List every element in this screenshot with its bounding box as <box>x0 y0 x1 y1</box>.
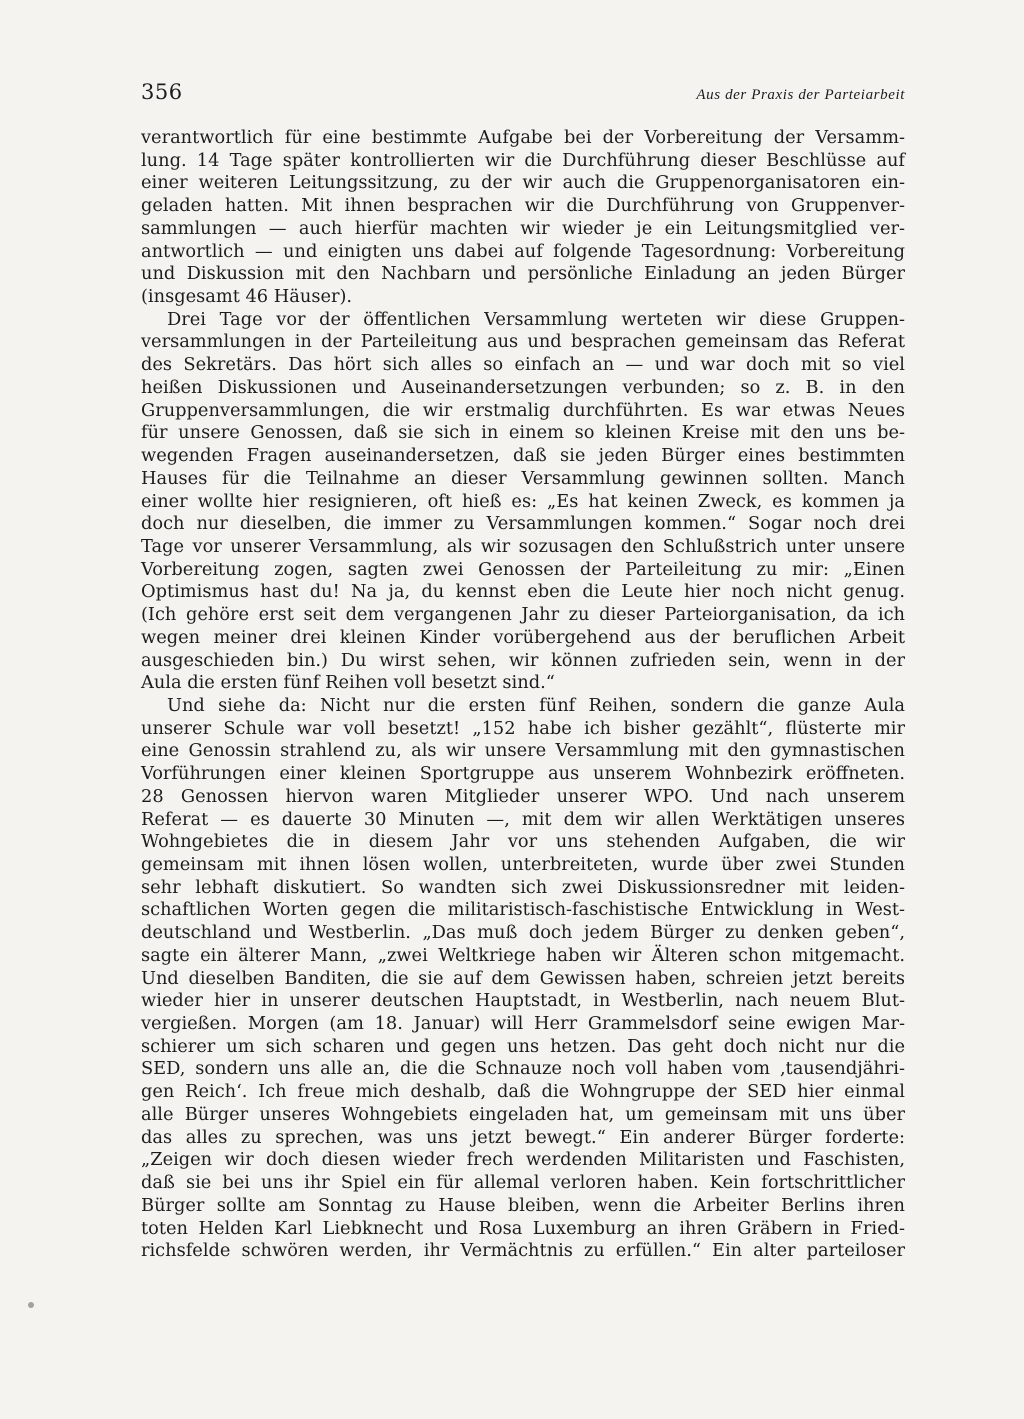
text-line: vergießen. Morgen (am 18. Januar) will Herr Grammelsdorf seine ewigen Mar- <box>141 1013 905 1035</box>
paragraph-start: Drei Tage vor der öffentlichen Versammlung werteten wir diese Gruppen- <box>167 308 905 330</box>
text-line: schaftlichen Worten gegen die militaristisch-faschistische Entwicklung in West- <box>141 899 905 921</box>
running-head: Aus der Praxis der Parteiarbeit <box>696 87 905 103</box>
text-line: Hauses für die Teilnahme an dieser Versammlung gewinnen sollten. Manch <box>141 467 905 489</box>
text-line: Tage vor unserer Versammlung, als wir sozusagen den Schlußstrich unter unsere <box>141 535 905 557</box>
text-line: daß sie bei uns ihr Spiel ein für allemal verloren haben. Kein fortschrittlicher <box>141 1172 905 1194</box>
text-line: lung. 14 Tage später kontrollierten wir die Durchführung dieser Beschlüsse auf <box>141 149 905 171</box>
text-line: das alles zu sprechen, was uns jetzt bewegt.“ Ein anderer Bürger forderte: <box>141 1126 905 1148</box>
text-line: deutschland und Westberlin. „Das muß doch jedem Bürger zu denken geben“, <box>141 922 905 944</box>
text-line: einer wollte hier resignieren, oft hieß es: „Es hat keinen Zweck, es kommen ja <box>141 490 905 512</box>
text-line: sammlungen — auch hierfür machten wir wieder je ein Leitungsmitglied ver- <box>141 217 905 239</box>
text-line: sehr lebhaft diskutiert. So wandten sich zwei Diskussionsredner mit leiden- <box>141 876 905 898</box>
text-line: unserer Schule war voll besetzt! „152 habe ich bisher gezählt“, flüsterte mir <box>141 717 905 739</box>
text-line: Referat — es dauerte 30 Minuten —, mit dem wir allen Werktätigen unseres <box>141 808 905 830</box>
body-text <box>141 127 905 1263</box>
text-line: einer weiteren Leitungssitzung, zu der wir auch die Gruppenorganisatoren ein- <box>141 172 905 194</box>
text-line: eine Genossin strahlend zu, als wir unsere Versammlung mit den gymnastischen <box>141 740 905 762</box>
text-line: Wohngebietes die in diesem Jahr vor uns stehenden Aufgaben, die wir <box>141 831 905 853</box>
text-line: doch nur dieselben, die immer zu Versammlungen kommen.“ Sogar noch drei <box>141 513 905 535</box>
text-line: sagte ein älterer Mann, „zwei Weltkriege haben wir Älteren schon mitgemacht. <box>141 944 905 966</box>
text-line: Vorführungen einer kleinen Sportgruppe aus unserem Wohnbezirk eröffneten. <box>141 763 905 785</box>
text-line: und Diskussion mit den Nachbarn und persönliche Einladung an jeden Bürger <box>141 263 905 285</box>
text-line: des Sekretärs. Das hört sich alles so einfach an — und war doch mit so viel <box>141 354 905 376</box>
text-line: ausgeschieden bin.) Du wirst sehen, wir können zufrieden sein, wenn in der <box>141 649 905 671</box>
text-line: wieder hier in unserer deutschen Hauptstadt, in Westberlin, nach neuem Blut- <box>141 990 905 1012</box>
text-line: (insgesamt 46 Häuser). <box>141 286 353 308</box>
text-line: gen Reich‘. Ich freue mich deshalb, daß die Wohngruppe der SED hier einmal <box>141 1081 905 1103</box>
text-line: Bürger sollte am Sonntag zu Hause bleiben, wenn die Arbeiter Berlins ihren <box>141 1194 905 1216</box>
text-line: wegenden Fragen auseinandersetzen, daß sie jeden Bürger eines bestimmten <box>141 445 905 467</box>
text-line: versammlungen in der Parteileitung aus und besprachen gemeinsam das Referat <box>141 331 905 353</box>
text-line: geladen hatten. Mit ihnen besprachen wir die Durchführung von Gruppenver- <box>141 195 905 217</box>
text-line: wegen meiner drei kleinen Kinder vorübergehend aus der beruflichen Arbeit <box>141 626 905 648</box>
text-line: Aula die ersten fünf Reihen voll besetzt sind.“ <box>141 672 555 694</box>
page-header <box>141 80 905 110</box>
text-line: „Zeigen wir doch diesen wieder frech werdenden Militaristen und Faschisten, <box>141 1149 905 1171</box>
text-line: Optimismus hast du! Na ja, du kennst eben die Leute hier noch nicht genug. <box>141 581 905 603</box>
text-line: alle Bürger unseres Wohngebiets eingeladen hat, um gemeinsam mit uns über <box>141 1103 905 1125</box>
margin-speck <box>28 1302 34 1308</box>
text-line: heißen Diskussionen und Auseinandersetzungen verbunden; so z. B. in den <box>141 376 905 398</box>
text-line: gemeinsam mit ihnen lösen wollen, unterbreiteten, wurde über zwei Stunden <box>141 854 905 875</box>
text-line: für unsere Genossen, daß sie sich in einem so kleinen Kreise mit den uns be- <box>141 422 905 444</box>
text-line: (Ich gehöre erst seit dem vergangenen Jahr zu dieser Parteiorganisation, da ich <box>141 604 905 626</box>
page-number: 356 <box>141 80 183 104</box>
text-line: Vorbereitung zogen, sagten zwei Genossen der Parteileitung zu mir: „Einen <box>141 558 905 580</box>
text-line: Gruppenversammlungen, die wir erstmalig durchführten. Es war etwas Neues <box>141 399 905 421</box>
text-line: toten Helden Karl Liebknecht und Rosa Luxemburg an ihren Gräbern in Fried- <box>141 1217 905 1239</box>
text-line: Und dieselben Banditen, die sie auf dem Gewissen haben, schreien jetzt bereits <box>141 967 905 989</box>
paragraph-start: Und siehe da: Nicht nur die ersten fünf Reihen, sondern die ganze Aula <box>167 694 905 716</box>
text-line: richsfelde schwören werden, ihr Vermächtnis zu erfüllen.“ Ein alter parteiloser <box>141 1240 905 1262</box>
text-line: verantwortlich für eine bestimmte Aufgabe bei der Vorbereitung der Versamm- <box>141 127 905 148</box>
text-line: antwortlich — und einigten uns dabei auf folgende Tagesordnung: Vorbereitung <box>141 240 905 262</box>
text-line: schierer um sich scharen und gegen uns hetzen. Das geht doch nicht nur die <box>141 1035 905 1057</box>
text-line: SED, sondern uns alle an, die die Schnauze noch voll haben vom ‚tausendjähri- <box>141 1058 905 1080</box>
text-line: 28 Genossen hiervon waren Mitglieder unserer WPO. Und nach unserem <box>141 785 905 807</box>
